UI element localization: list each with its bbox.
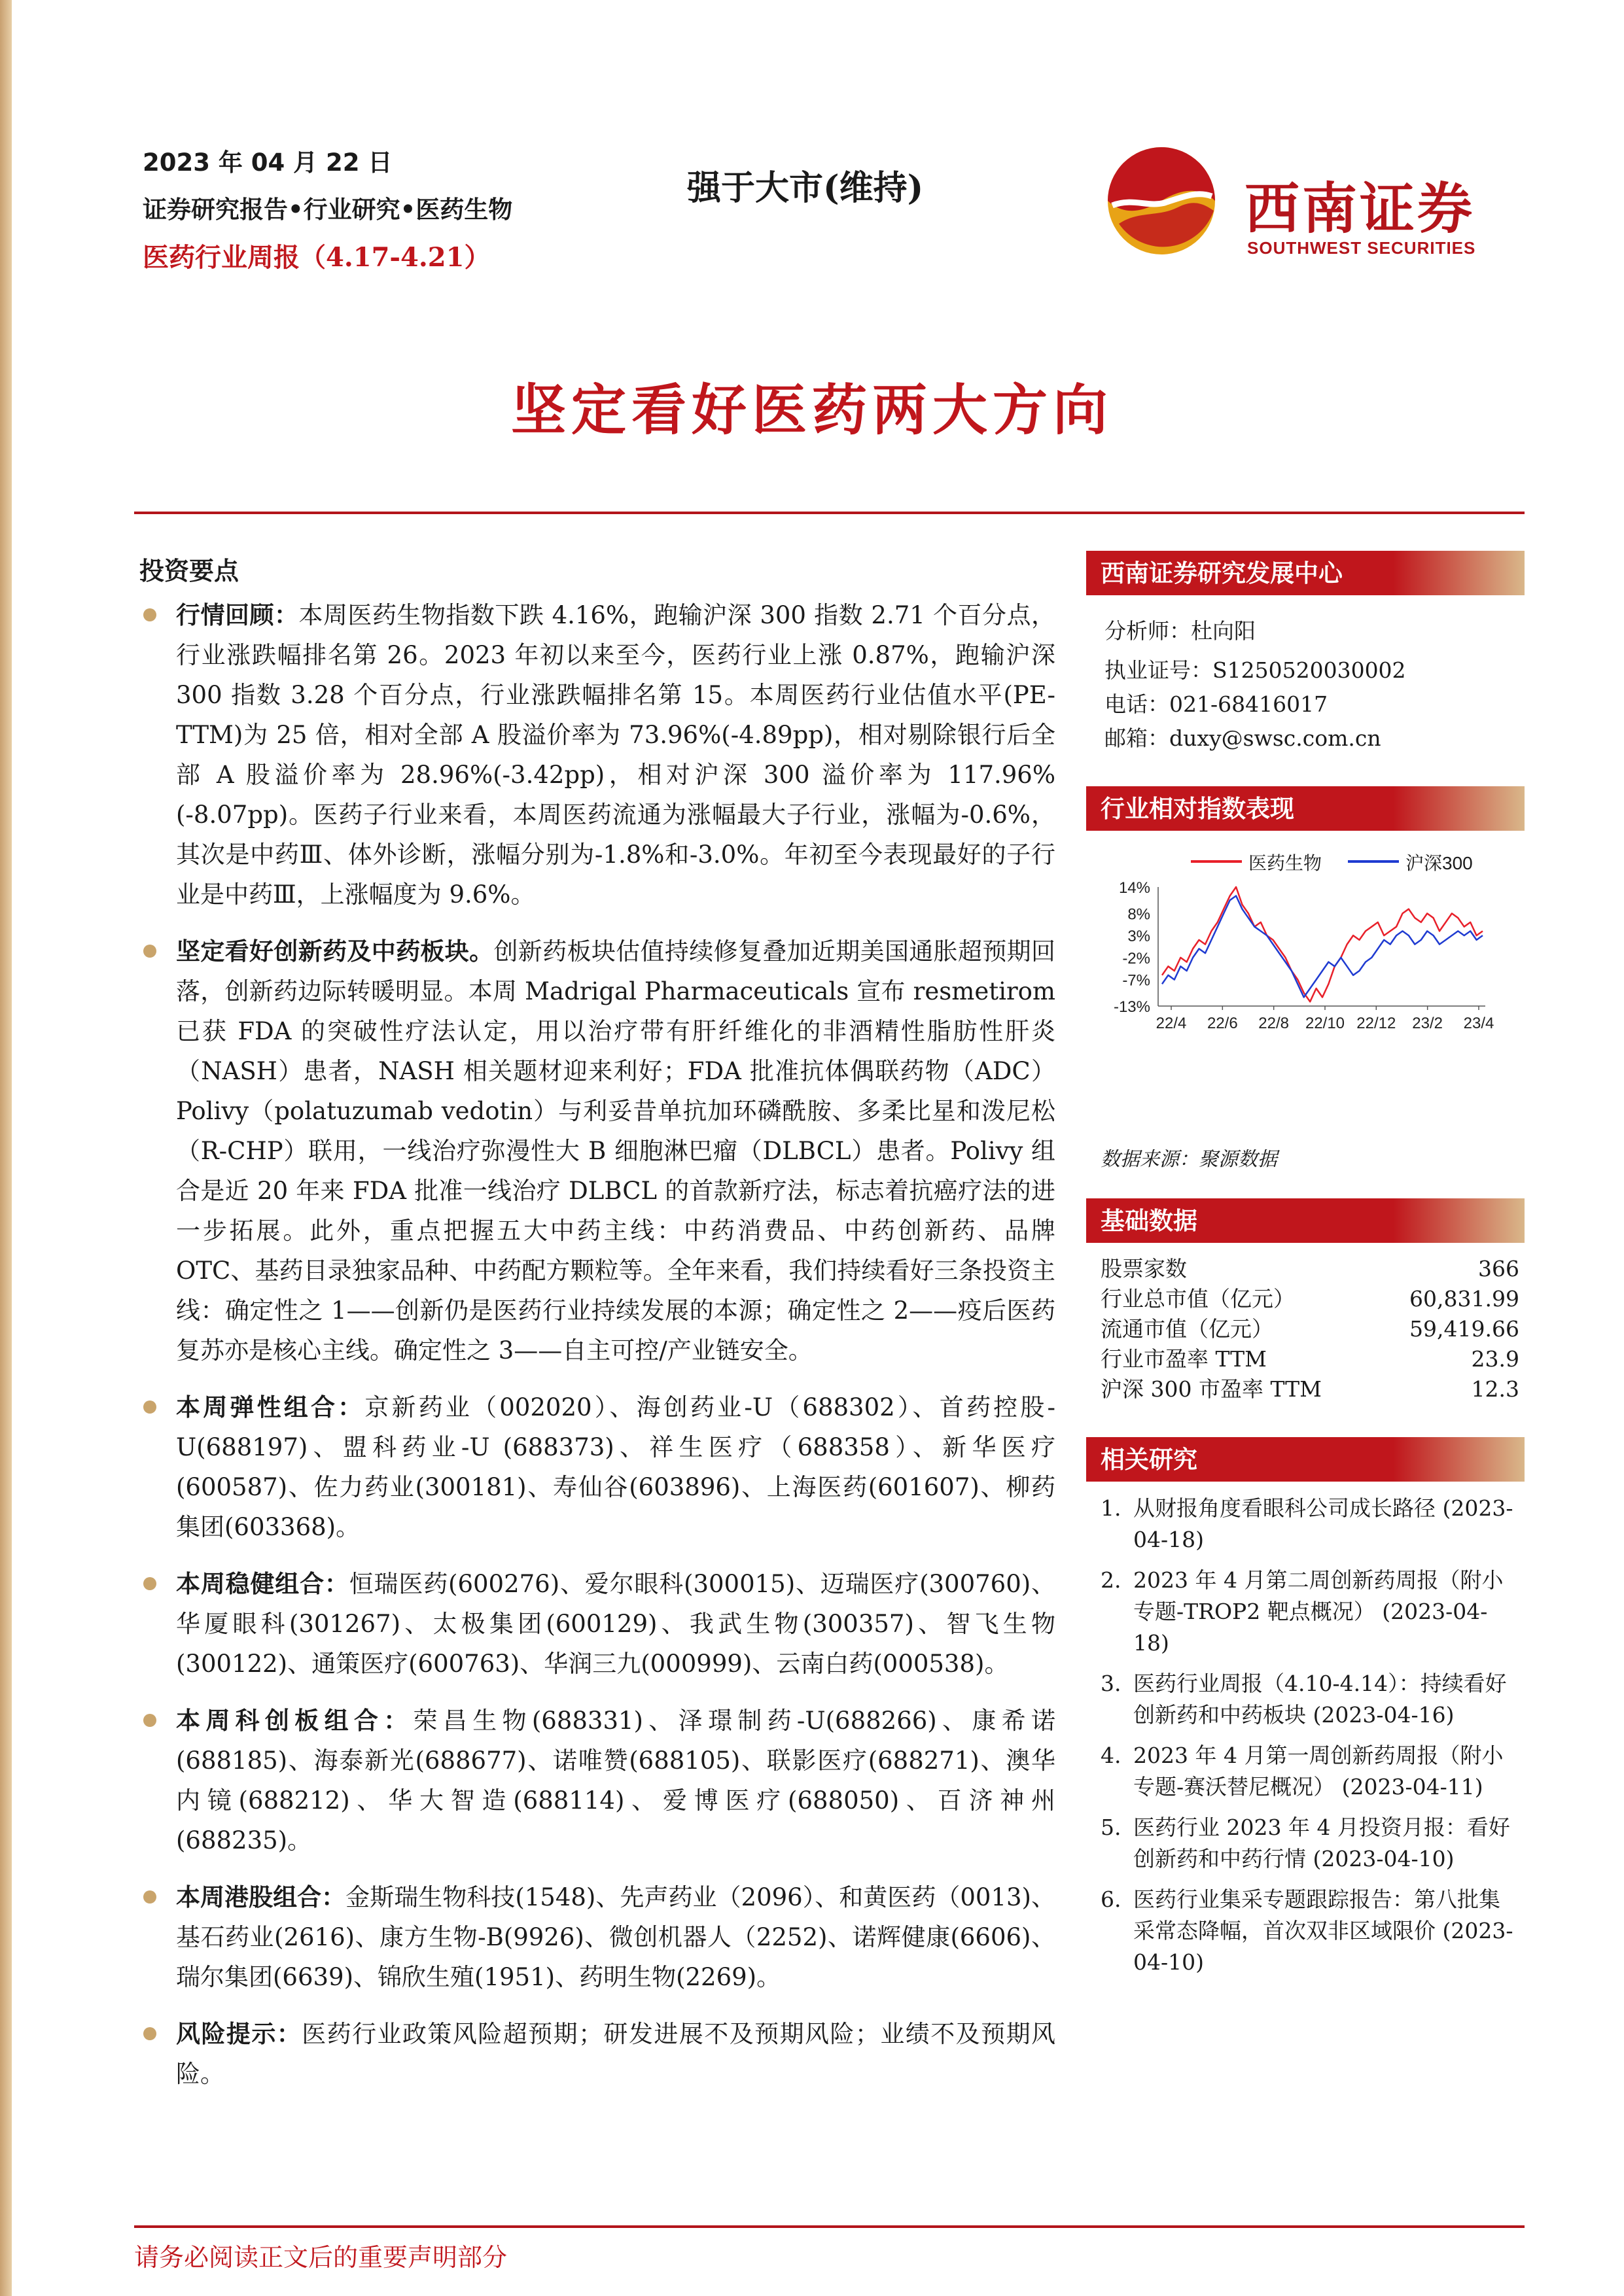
- bullet-stable-portfolio: [139, 1564, 1055, 1684]
- x-tick-label: 22/4: [1156, 1015, 1187, 1032]
- related-research-list: [1101, 1493, 1519, 1987]
- legend-swatch-pharma: [1191, 860, 1242, 863]
- research-item[interactable]: [1101, 1565, 1519, 1659]
- bullet-text: 金斯瑞生物科技(1548)、先声药业（2096）、和黄医药（0013)、基石药业(2616)、康方生物-B(9926)、微创机器人（2252)、诺辉健康(6606)、瑞尔集团(6639)、锦欣生殖(1951)、药明生物(2269)。: [176, 1883, 1056, 1991]
- bullet-elastic-portfolio: [139, 1387, 1055, 1547]
- research-num: 2.: [1101, 1567, 1121, 1593]
- x-tick-label: 23/4: [1463, 1015, 1494, 1032]
- report-type: 证券研究报告•行业研究•医药生物: [143, 195, 513, 224]
- research-text: 医药行业集采专题跟踪报告：第八批集采常态降幅，首次双非区域限价 (2023-04-10): [1133, 1887, 1513, 1975]
- chart-source: 数据来源：聚源数据: [1101, 1148, 1277, 1171]
- bullet-innovative-drugs: [139, 931, 1055, 1370]
- top-divider: [134, 512, 1525, 514]
- x-tick-label: 22/6: [1207, 1015, 1238, 1032]
- phone: 电话：021-68416017: [1104, 691, 1328, 717]
- research-item[interactable]: [1101, 1668, 1519, 1731]
- research-text: 医药行业 2023 年 4 月投资月报：看好创新药和中药行情 (2023-04-10): [1133, 1815, 1510, 1871]
- research-center-title: 西南证券研究发展中心: [1086, 551, 1525, 595]
- bullet-text: 本周医药生物指数下跌 4.16%，跑输沪深 300 指数 2.71 个百分点，行业涨跌幅排名第 26。2023 年初以来至今，医药行业上涨 0.87%，跑输沪深 300 指数 3.28 个百分点，行业涨跌幅排名第 15。本周医药行业估值水平(PE-TTM)为 25 倍，相对全部 A 股溢价率为 73.96%(-4.89pp)，相对剔除银行后全部 A 股溢价率为 28.96%(-3.42pp)，相对沪深 300 溢价率为 117.96%(-8.07pp)。医药子行业来看，本周医药流通为涨幅最大子行业，涨幅为-0.6%，其次是中药Ⅲ、体外诊断，涨幅分别为-1.8%和-3.0%。年初至今表现最好的子行业是中药Ⅲ，上涨幅度为 9.6%。: [176, 601, 1055, 909]
- row-label: 行业市盈率 TTM: [1101, 1346, 1267, 1372]
- y-tick-label: -2%: [1122, 949, 1150, 967]
- basic-data-row: [1101, 1284, 1519, 1314]
- legend-swatch-hs300: [1348, 860, 1399, 863]
- row-label: 股票家数: [1101, 1256, 1187, 1281]
- bullet-text: 荣昌生物(688331)、泽璟制药-U(688266)、康希诺(688185)、海泰新光(688677)、诺唯赞(688105)、联影医疗(688271)、澳华内镜(688212)、华大智造(688114)、爱博医疗(688050)、百济神州(688235)。: [176, 1707, 1055, 1854]
- row-label: 行业总市值（亿元）: [1101, 1286, 1295, 1312]
- x-tick-label: 22/10: [1305, 1015, 1345, 1032]
- bullet-list: [139, 595, 1055, 2111]
- index-line-chart: [1086, 878, 1525, 1035]
- bullet-dot-icon: [143, 1577, 156, 1590]
- logo-cn-text: 西南证券: [1244, 176, 1475, 241]
- section-title: 投资要点: [139, 556, 239, 585]
- legend-pharma: 医药生物: [1248, 853, 1322, 873]
- bullet-dot-icon: [143, 1714, 156, 1727]
- y-tick-label: -13%: [1113, 998, 1150, 1016]
- footer-disclaimer: 请务必阅读正文后的重要声明部分: [134, 2243, 508, 2272]
- research-text: 2023 年 4 月第一周创新药周报（附小专题-赛沃替尼概况） (2023-04-11): [1133, 1743, 1504, 1800]
- research-item[interactable]: [1101, 1812, 1519, 1875]
- basic-data-row: [1101, 1254, 1519, 1284]
- research-item[interactable]: [1101, 1493, 1519, 1556]
- company-logo: [1106, 145, 1511, 263]
- rating: 强于大市(维持): [687, 168, 924, 208]
- weekly-title: 医药行业周报（4.17-4.21）: [143, 242, 491, 273]
- research-num: 6.: [1101, 1887, 1121, 1912]
- row-value: 23.9: [1471, 1346, 1519, 1372]
- bullet-star-market-portfolio: [139, 1701, 1055, 1860]
- bullet-dot-icon: [143, 608, 156, 621]
- basic-data-row: [1101, 1344, 1519, 1374]
- research-item[interactable]: [1101, 1740, 1519, 1803]
- bullet-label: 风险提示：: [176, 2019, 302, 2048]
- bullet-hk-portfolio: [139, 1877, 1055, 1997]
- bullet-label: 本周稳健组合：: [176, 1569, 349, 1598]
- row-value: 366: [1478, 1256, 1519, 1281]
- research-item[interactable]: [1101, 1884, 1519, 1978]
- research-num: 1.: [1101, 1495, 1121, 1521]
- x-tick-label: 23/2: [1412, 1015, 1443, 1032]
- research-text: 2023 年 4 月第二周创新药周报（附小专题-TROP2 靶点概况） (2023-04-18): [1133, 1567, 1504, 1656]
- research-num: 3.: [1101, 1671, 1121, 1696]
- index-chart-title: 行业相对指数表现: [1086, 786, 1525, 831]
- research-num: 4.: [1101, 1743, 1121, 1768]
- basic-data-row: [1101, 1314, 1519, 1344]
- y-tick-label: -7%: [1122, 971, 1150, 990]
- main-title: 坚定看好医药两大方向: [510, 377, 1113, 442]
- x-tick-label: 22/12: [1356, 1015, 1396, 1032]
- row-label: 沪深 300 市盈率 TTM: [1101, 1376, 1322, 1402]
- bullet-dot-icon: [143, 1400, 156, 1414]
- bullet-text: 创新药板块估值持续修复叠加近期美国通胀超预期回落，创新药边际转暖明显。本周 Madrigal Pharmaceuticals 宣布 resmetirom 已获 FDA 的突破性疗法认定，用以治疗带有肝纤维化的非酒精性脂肪性肝炎（NASH）患者，NASH 相关题材迎来利好；FDA 批准抗体偶联药物（ADC）Polivy（polatuzumab vedotin）与利妥昔单抗加环磷酰胺、多柔比星和泼尼松（R-CHP）联用，一线治疗弥漫性大 B 细胞淋巴瘤（DLBCL）患者。Polivy 组合是近 20 年来 FDA 批准一线治疗 DLBCL 的首款新疗法，标志着抗癌疗法的进一步拓展。此外，重点把握五大中药主线：中药消费品、中药创新药、品牌 OTC、基药目录独家品种、中药配方颗粒等。全年来看，我们持续看好三条投资主线：确定性之 1——创新仍是医药行业持续发展的本源；确定性之 2——疫后医药复苏亦是核心主线。确定性之 3——自主可控/产业链安全。: [176, 937, 1056, 1365]
- x-tick-label: 22/8: [1258, 1015, 1290, 1032]
- y-tick-label: 3%: [1127, 928, 1150, 946]
- bullet-label: 本周科创板组合：: [176, 1706, 414, 1735]
- related-research-title: 相关研究: [1086, 1437, 1525, 1482]
- row-value: 59,419.66: [1409, 1316, 1519, 1342]
- basic-data-title: 基础数据: [1086, 1198, 1525, 1243]
- bullet-text: 恒瑞医药(600276)、爱尔眼科(300015)、迈瑞医疗(300760)、华厦眼科(301267)、太极集团(600129)、我武生物(300357)、智飞生物(300122)、通策医疗(600763)、华润三九(000999)、云南白药(000538)。: [176, 1570, 1055, 1678]
- left-accent-bar: [0, 0, 12, 2296]
- research-num: 5.: [1101, 1815, 1121, 1840]
- analyst-name: 分析师：杜向阳: [1104, 618, 1256, 644]
- cert-number: 执业证号：S1250520030002: [1104, 657, 1406, 683]
- bullet-label: 本周弹性组合：: [176, 1393, 365, 1421]
- report-date: 2023 年 04 月 22 日: [143, 148, 393, 177]
- logo-emblem-icon: [1106, 145, 1217, 256]
- bottom-divider: [134, 2225, 1525, 2228]
- row-value: 12.3: [1471, 1376, 1519, 1402]
- bullet-dot-icon: [143, 2027, 156, 2040]
- bullet-risk-warning: [139, 2014, 1055, 2094]
- basic-data-row: [1101, 1374, 1519, 1404]
- legend-hs300: 沪深300: [1405, 853, 1473, 873]
- bullet-text: 京新药业（002020）、海创药业-U（688302）、首药控股-U(688197)、盟科药业-U (688373)、祥生医疗（688358）、新华医疗(600587)、佐力药业(300181)、寿仙谷(603896)、上海医药(601607)、柳药集团(603368)。: [176, 1393, 1056, 1541]
- y-tick-label: 14%: [1118, 879, 1150, 897]
- email: 邮箱：duxy@swsc.com.cn: [1104, 725, 1381, 751]
- row-value: 60,831.99: [1409, 1286, 1519, 1312]
- bullet-label: 本周港股组合：: [176, 1883, 346, 1911]
- bullet-dot-icon: [143, 1890, 156, 1904]
- bullet-dot-icon: [143, 945, 156, 958]
- bullet-text: 医药行业政策风险超预期；研发进展不及预期风险；业绩不及预期风险。: [176, 2020, 1056, 2088]
- research-text: 从财报角度看眼科公司成长路径 (2023-04-18): [1133, 1495, 1513, 1552]
- series-line-hs300: [1162, 896, 1483, 998]
- y-tick-label: 8%: [1127, 905, 1150, 924]
- sidebar: [1086, 551, 1525, 2212]
- research-text: 医药行业周报（4.10-4.14）：持续看好创新药和中药板块 (2023-04-16): [1133, 1671, 1507, 1728]
- bullet-label: 坚定看好创新药及中药板块。: [176, 937, 494, 965]
- bullet-market-review: [139, 595, 1055, 914]
- bullet-label: 行情回顾：: [176, 600, 299, 629]
- row-label: 流通市值（亿元）: [1101, 1316, 1273, 1342]
- logo-en-text: SOUTHWEST SECURITIES: [1247, 238, 1476, 258]
